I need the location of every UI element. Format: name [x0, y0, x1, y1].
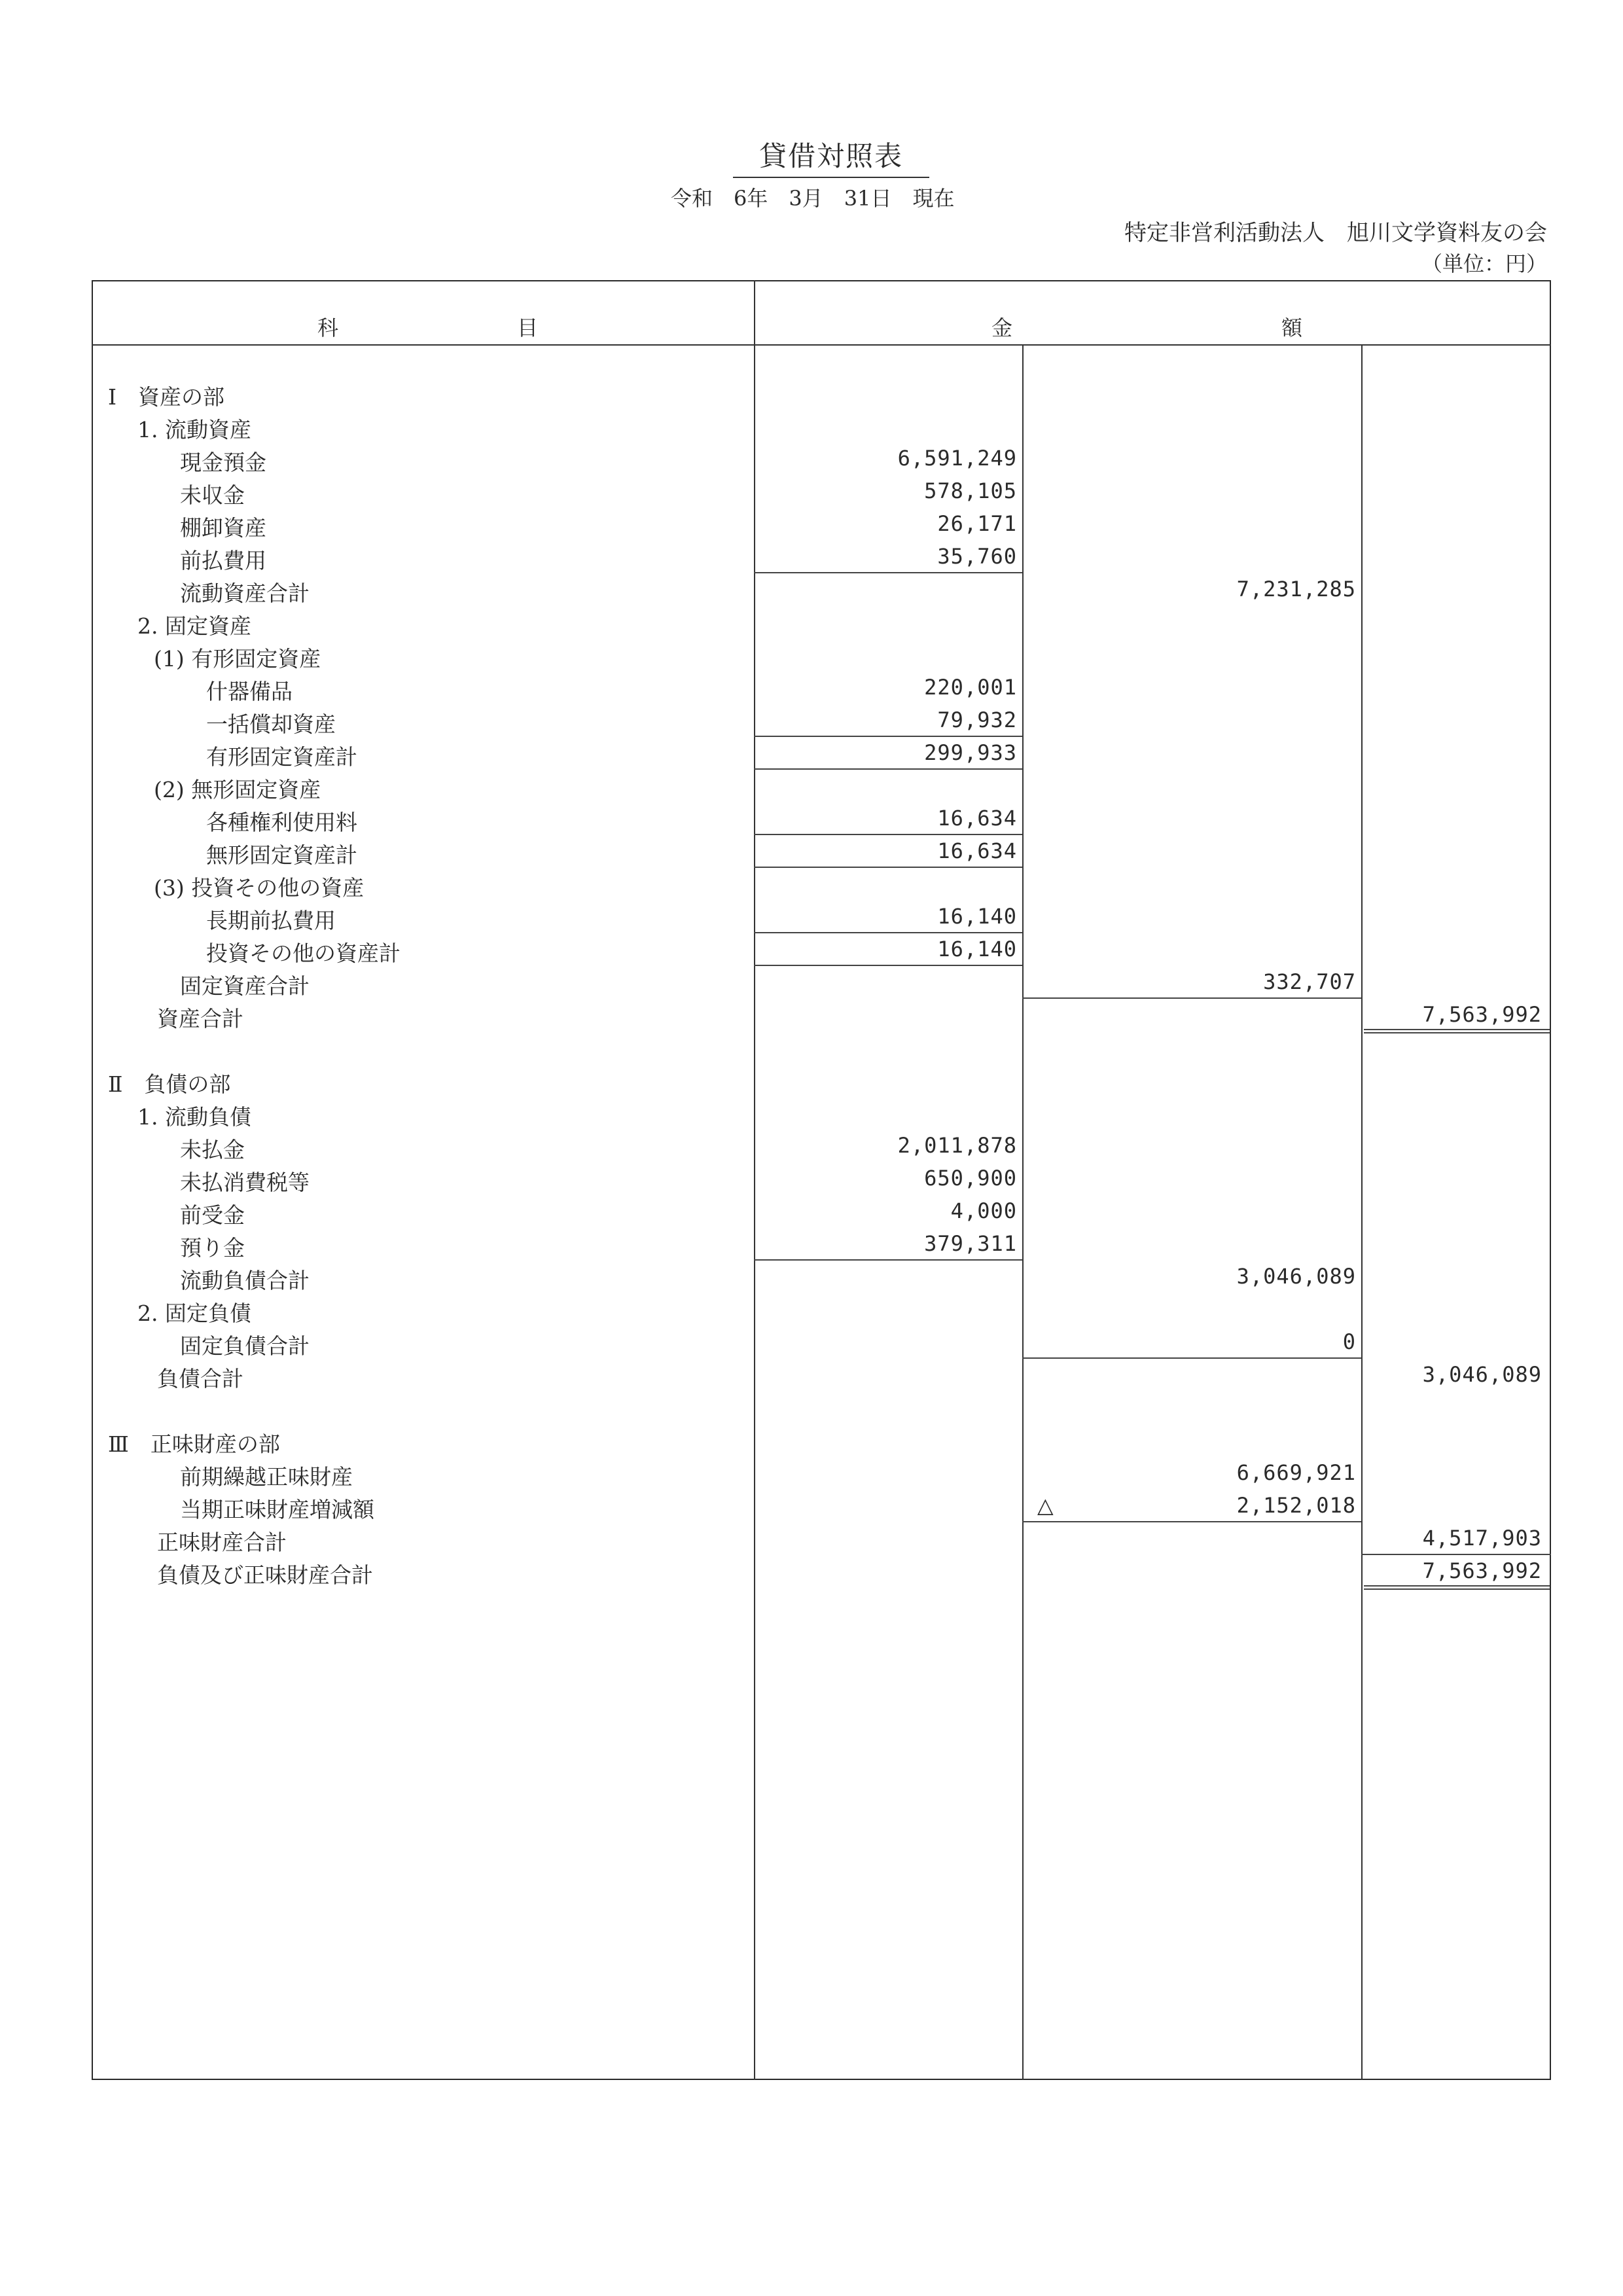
negative-triangle-icon: △	[1037, 1493, 1054, 1518]
table-row	[92, 675, 1551, 708]
total-amount: 3,046,089	[1422, 1362, 1542, 1387]
total-amount: 7,563,992	[1422, 1002, 1542, 1027]
subtotal-rule	[1022, 997, 1361, 999]
header-subject-2: 目	[517, 315, 539, 340]
table-row	[92, 1526, 1551, 1558]
account-label: 預り金	[180, 1235, 245, 1261]
account-label: 一括償却資産	[206, 711, 336, 737]
account-amount: 79,932	[937, 708, 1017, 732]
account-label: 前受金	[180, 1202, 245, 1228]
subtotal-amount: 16,140	[937, 937, 1017, 961]
table-row	[92, 1166, 1551, 1198]
table-row	[92, 609, 1551, 642]
account-label: 各種権利使用料	[206, 810, 357, 835]
document-title: 貸借対照表	[733, 135, 929, 178]
account-amount: 6,669,921	[1236, 1460, 1356, 1485]
total-amount: 7,563,992	[1422, 1558, 1542, 1583]
category-label: 2. 固定資産	[137, 613, 251, 639]
category-label: 1. 流動負債	[137, 1104, 251, 1130]
table-row	[92, 478, 1551, 511]
subtotal-amount: 0	[1342, 1329, 1356, 1354]
account-amount: 650,900	[924, 1166, 1017, 1191]
table-row	[92, 380, 1551, 413]
table-row	[92, 1198, 1551, 1231]
subtotal-label: 固定負債合計	[180, 1333, 310, 1359]
table-row	[92, 1100, 1551, 1133]
table-row	[92, 1002, 1551, 1035]
account-amount: 16,140	[937, 904, 1017, 929]
subtotal-rule	[754, 1259, 1022, 1261]
subtotal-label: 流動負債合計	[180, 1268, 310, 1293]
account-amount: 26,171	[937, 511, 1017, 536]
account-label: 未収金	[180, 482, 245, 508]
total-double-rule	[1364, 1585, 1550, 1590]
subtotal-rule	[754, 572, 1022, 573]
table-row	[92, 1067, 1551, 1100]
table-row	[92, 446, 1551, 478]
account-label: 前期繰越正味財産	[180, 1464, 353, 1490]
account-label: 棚卸資産	[180, 515, 266, 541]
subtotal-label: 有形固定資産計	[206, 744, 357, 770]
table-row	[92, 773, 1551, 806]
subtotal-rule	[754, 932, 1022, 933]
header-amount-1: 金	[991, 315, 1013, 340]
subtotal-label: 無形固定資産計	[206, 842, 357, 868]
total-label: 資産合計	[157, 1006, 243, 1031]
table-row	[92, 413, 1551, 446]
account-label: 什器備品	[206, 679, 293, 704]
total-label: 負債合計	[157, 1366, 243, 1391]
section-heading: Ⅱ 負債の部	[108, 1071, 231, 1097]
subtotal-rule	[754, 867, 1022, 868]
account-amount: 220,001	[924, 675, 1017, 700]
table-row	[92, 1558, 1551, 1591]
subtotal-label: 投資その他の資産計	[206, 941, 401, 966]
table-row	[92, 1297, 1551, 1329]
account-label: 前払費用	[180, 548, 266, 573]
header-subject-1: 科	[317, 315, 339, 340]
subtotal-rule	[1022, 1357, 1361, 1359]
subtotal-rule	[754, 965, 1022, 966]
subtotal-amount: 299,933	[924, 740, 1017, 765]
account-amount: 16,634	[937, 806, 1017, 831]
subtotal-rule	[754, 834, 1022, 835]
account-amount: 2,011,878	[897, 1133, 1017, 1158]
header-divider	[92, 344, 1551, 346]
subcategory-label: (3) 投資その他の資産	[154, 875, 365, 901]
subtotal-amount: 16,634	[937, 838, 1017, 863]
account-amount: 578,105	[924, 478, 1017, 503]
subtotal-rule	[754, 768, 1022, 770]
account-amount: 6,591,249	[897, 446, 1017, 471]
table-row	[92, 1460, 1551, 1493]
header-amount-2: 額	[1281, 315, 1303, 340]
account-amount: 4,000	[950, 1198, 1017, 1223]
account-label: 未払消費税等	[180, 1170, 310, 1195]
subtotal-amount: 7,231,285	[1236, 577, 1356, 601]
table-row	[92, 577, 1551, 609]
table-row	[92, 1427, 1551, 1460]
subtotal-rule	[1361, 1554, 1551, 1555]
total-amount: 4,517,903	[1422, 1526, 1542, 1551]
total-label: 負債及び正味財産合計	[157, 1562, 373, 1588]
subtotal-amount: 332,707	[1263, 969, 1356, 994]
section-heading: Ⅲ 正味財産の部	[108, 1431, 280, 1457]
account-label: 未払金	[180, 1137, 245, 1162]
table-row	[92, 871, 1551, 904]
account-amount: 2,152,018	[1236, 1493, 1356, 1518]
table-row	[92, 1362, 1551, 1395]
organization-name: 特定非営利活動法人 旭川文学資料友の会	[1124, 220, 1547, 246]
table-row	[92, 642, 1551, 675]
subtotal-amount: 3,046,089	[1236, 1264, 1356, 1289]
category-label: 2. 固定負債	[137, 1300, 251, 1326]
unit-label: （単位：円）	[1421, 251, 1547, 276]
account-label: 現金預金	[180, 450, 266, 475]
table-row	[92, 1133, 1551, 1166]
subcategory-label: (2) 無形固定資産	[154, 777, 321, 802]
category-label: 1. 流動資産	[137, 417, 251, 442]
subtotal-rule	[754, 736, 1022, 737]
section-heading: Ⅰ 資産の部	[108, 384, 225, 410]
account-amount: 379,311	[924, 1231, 1017, 1256]
account-label: 長期前払費用	[206, 908, 336, 933]
report-date: 令和 6年 3月 31日 現在	[671, 186, 955, 211]
total-double-rule	[1364, 1029, 1550, 1033]
subcategory-label: (1) 有形固定資産	[154, 646, 321, 672]
balance-sheet-table	[92, 280, 1551, 2080]
subtotal-label: 固定資産合計	[180, 973, 310, 999]
account-amount: 35,760	[937, 544, 1017, 569]
table-row	[92, 1264, 1551, 1297]
subtotal-rule	[1022, 1521, 1361, 1522]
account-label: 当期正味財産増減額	[180, 1497, 374, 1522]
table-row	[92, 511, 1551, 544]
subtotal-label: 流動資産合計	[180, 581, 310, 606]
total-label: 正味財産合計	[157, 1530, 287, 1555]
